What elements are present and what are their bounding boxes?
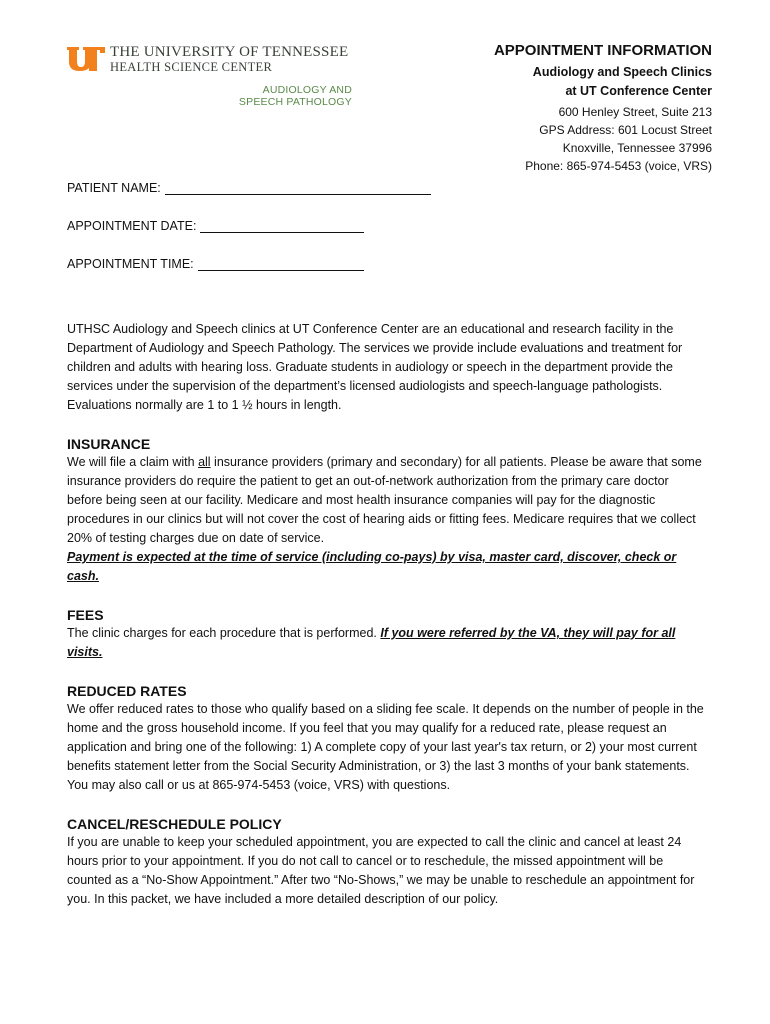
intro-paragraph: UTHSC Audiology and Speech clinics at UT Conference Center are an educational and research facility in the Department of Audiology and Speech Pathology. The services we provide include evaluations and treatment for children and adults with hearing loss. Graduate students in audiology or speech in the department provide the services under the supervision of the department’s licensed audiologists and speech-language pathologists. Evaluations normally are 1 to 1 ½ hours in length.	[67, 322, 683, 412]
fees-text	[67, 624, 707, 662]
university-logo	[66, 44, 366, 114]
insurance-text-b: insurance providers (primary and secondary) for all patients. Please be aware that some insurance providers do require the patient to get an out-of-network authorization from the primary care doctor before being seen at our facility. Medicare and most health insurance companies will pay for the diagnostic procedures in our clinics but will not cover the cost of hearing aids or fitting fees. Medicare requires that we collect 20% of testing charges due on date of service.	[67, 455, 702, 545]
clinic-line-2: at UT Conference Center	[565, 84, 712, 98]
appointment-time-blank[interactable]	[198, 256, 364, 271]
department-line-2: SPEECH PATHOLOGY	[238, 96, 352, 108]
insurance-section	[67, 435, 707, 586]
address-line-3: Knoxville, Tennessee 37996	[562, 141, 712, 155]
cancel-policy-text: If you are unable to keep your scheduled appointment, you are expected to call the clinic and cancel at least 24 hours prior to your appointment. If you do not call to cancel or to reschedule, the missed appointment will be counted as a “No-Show Appointment.” After two “No-Shows,” we may be unable to reschedule an appointment for you. In this packet, we have included a more detailed description of our policy.	[67, 835, 695, 906]
appointment-time-label: APPOINTMENT TIME:	[67, 257, 194, 271]
appointment-title: APPOINTMENT INFORMATION	[493, 42, 712, 59]
fees-va-notice: If you were referred by the VA, they will pay for all visits.	[67, 626, 676, 659]
fees-section	[67, 606, 707, 662]
appointment-date-label: APPOINTMENT DATE:	[67, 219, 197, 233]
cancel-policy-section	[67, 815, 707, 909]
reduced-rates-text: We offer reduced rates to those who qualify based on a sliding fee scale. It depends on the number of people in the home and the gross household income. If you feel that you may qualify for a reduced rate, please request an application and bring one of the following: 1) A complete copy of your last year's tax return, or 2) your most current benefits statement letter from the Social Security Administration, or 3) the last 3 months of your bank statements. You may also call or us at 865-974-5453 (voice, VRS) with questions.	[67, 702, 704, 792]
insurance-heading: INSURANCE	[67, 436, 151, 452]
ut-logo-icon	[66, 46, 106, 72]
clinic-line-1: Audiology and Speech Clinics	[532, 65, 712, 79]
appointment-info-block	[412, 42, 712, 175]
appointment-date-blank[interactable]	[200, 218, 364, 233]
reduced-rates-heading: REDUCED RATES	[67, 683, 187, 699]
patient-name-field	[67, 180, 431, 218]
department-line-1: AUDIOLOGY AND	[262, 84, 352, 96]
fees-heading: FEES	[67, 607, 104, 623]
insurance-all-emphasis: all	[198, 455, 211, 469]
payment-notice: Payment is expected at the time of service (including co-pays) by visa, master card, discover, check or cash.	[67, 550, 677, 583]
university-name: THE UNIVERSITY OF TENNESSEE	[110, 44, 349, 60]
appointment-date-field	[67, 218, 431, 256]
department-name	[239, 84, 352, 108]
address-line-1: 600 Henley Street, Suite 213	[558, 105, 712, 119]
clinic-address	[412, 103, 712, 175]
document-body	[67, 320, 707, 909]
fees-text-plain: The clinic charges for each procedure that is performed.	[67, 626, 381, 640]
insurance-text-a: We will file a claim with	[67, 455, 199, 469]
clinic-name	[412, 63, 712, 101]
appointment-time-field	[67, 256, 431, 294]
insurance-text	[67, 453, 707, 586]
reduced-rates-section	[67, 682, 707, 795]
health-science-center: HEALTH SCIENCE CENTER	[110, 60, 273, 74]
appointment-fields	[67, 180, 431, 294]
phone-line: Phone: 865-974-5453 (voice, VRS)	[525, 159, 712, 173]
patient-name-label: PATIENT NAME:	[67, 181, 161, 195]
cancel-policy-heading: CANCEL/RESCHEDULE POLICY	[67, 816, 282, 832]
patient-name-blank[interactable]	[165, 180, 431, 195]
address-line-2: GPS Address: 601 Locust Street	[539, 123, 712, 137]
